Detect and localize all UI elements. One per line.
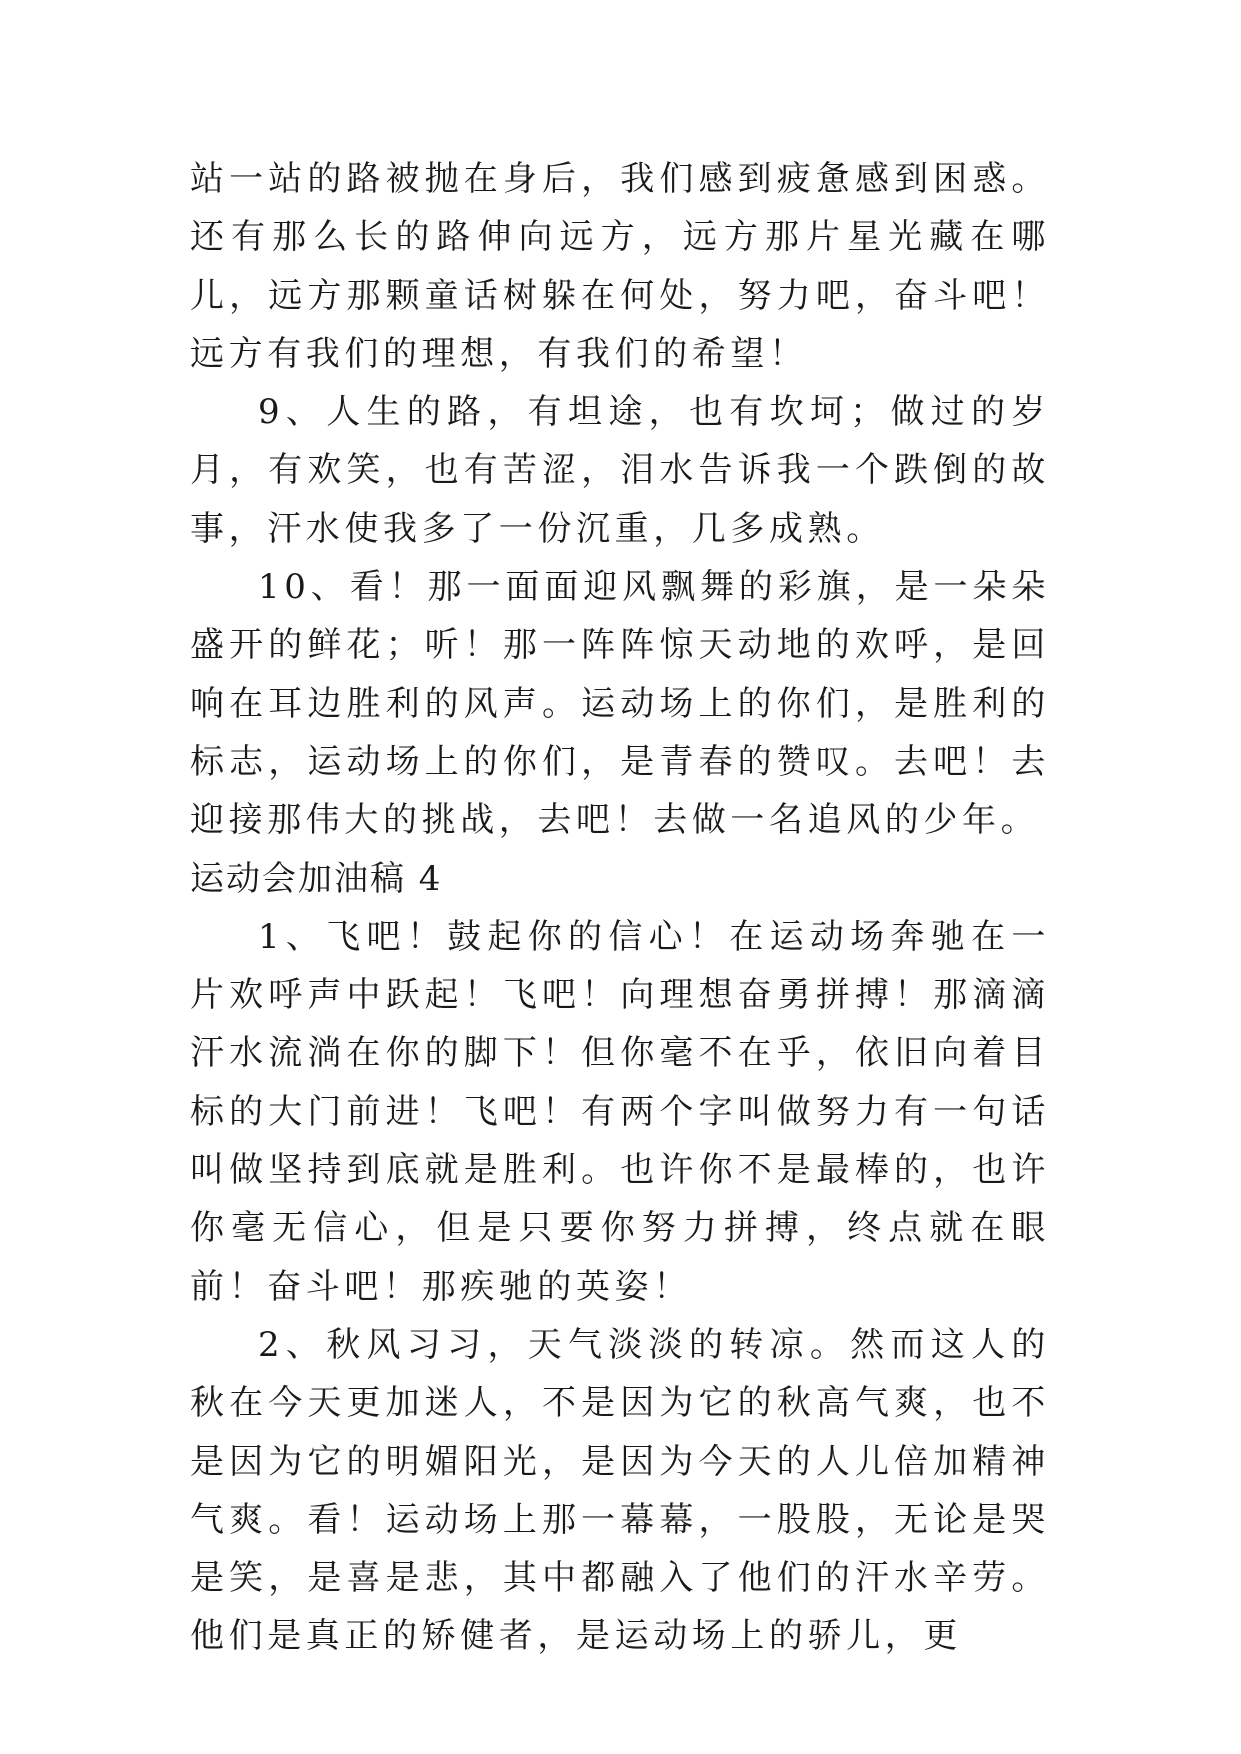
paragraph-item-9: 9、人生的路，有坦途，也有坎坷；做过的岁月，有欢笑，也有苦涩，泪水告诉我一个跌倒的故事，汗水使我多了一份沉重，几多成熟。 (190, 392, 1050, 549)
paragraph-item-1: 1、飞吧！鼓起你的信心！在运动场奔驰在一片欢呼声中跃起！飞吧！向理想奋勇拼搏！那滴滴汗水流淌在你的脚下！但你毫不在乎，依旧向着目标的大门前进！飞吧！有两个字叫做努力有一句话叫做坚持到底就是胜利。也许你不是最棒的，也许你毫无信心，但是只要你努力拼搏，终点就在眼前！奋斗吧！那疾驰的英姿！ (190, 916, 1050, 1307)
section-heading: 运动会加油稿 4 (190, 858, 443, 899)
paragraph-item-10: 10、看！那一面面迎风飘舞的彩旗，是一朵朵盛开的鲜花；听！那一阵阵惊天动地的欢呼，是回响在耳边胜利的风声。运动场上的你们，是胜利的标志，运动场上的你们，是青春的赞叹。去吧！去迎接那伟大的挑战，去吧！去做一名追风的少年。 (190, 567, 1050, 841)
paragraph-item-2: 2、秋风习习，天气淡淡的转凉。然而这人的秋在今天更加迷人，不是因为它的秋高气爽，也不是因为它的明媚阳光，是因为今天的人儿倍加精神气爽。看！运动场上那一幕幕，一股股，无论是哭是笑，是喜是悲，其中都融入了他们的汗水辛劳。他们是真正的矫健者，是运动场上的骄儿，更 (190, 1324, 1050, 1657)
paragraph-continuation: 站一站的路被抛在身后，我们感到疲惫感到困惑。还有那么长的路伸向远方，远方那片星光藏在哪儿，远方那颗童话树躲在何处，努力吧，奋斗吧！远方有我们的理想，有我们的希望！ (190, 159, 1050, 374)
document-body (190, 150, 1050, 1666)
